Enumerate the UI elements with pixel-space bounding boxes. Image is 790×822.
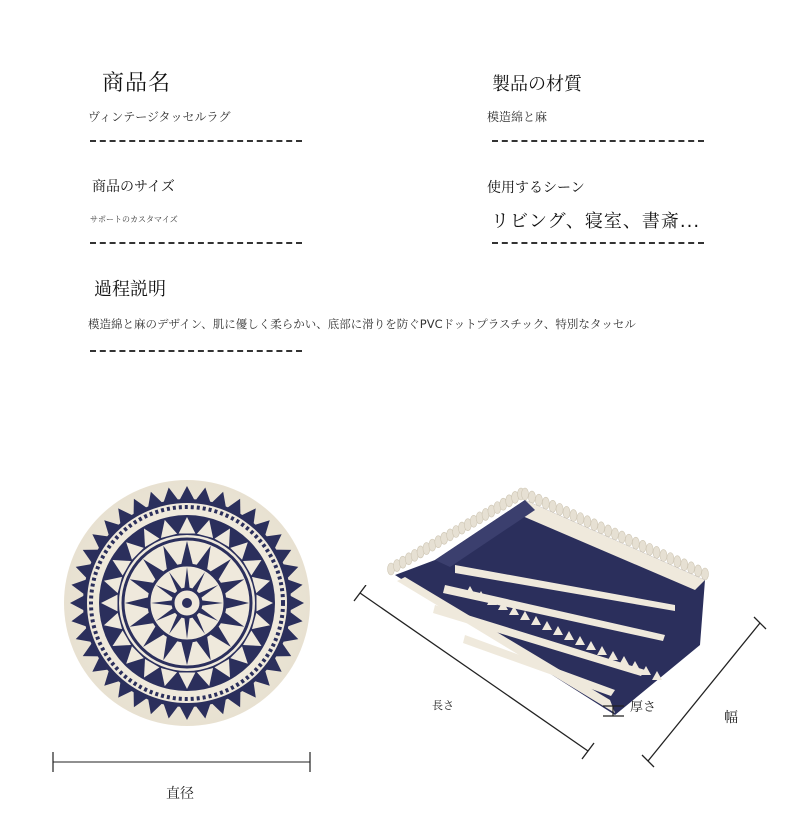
size-title: 商品のサイズ [92, 179, 175, 195]
width-label: 幅 [724, 710, 738, 726]
scene-value: リビング、寝室、書斎... [491, 211, 701, 232]
thickness-label: 厚さ [630, 700, 657, 715]
tassel [563, 506, 570, 518]
tassel [522, 488, 529, 500]
tassel [625, 534, 632, 546]
divider [90, 350, 302, 352]
tassel [681, 559, 688, 571]
diameter-label: 直径 [166, 786, 194, 802]
product-name-title: 商品名 [102, 71, 172, 96]
tassel [591, 519, 598, 531]
tassel [598, 522, 605, 534]
tassel [584, 516, 591, 528]
diameter-dimension-line [50, 750, 315, 774]
tassel [653, 546, 660, 558]
tassel [639, 540, 646, 552]
divider [492, 242, 704, 244]
tassel [674, 556, 681, 568]
scene-title: 使用するシーン [487, 180, 585, 196]
thickness-dimension-line [600, 700, 628, 722]
tassel [695, 565, 702, 577]
tassel [612, 528, 619, 540]
tassel [646, 543, 653, 555]
tassel [542, 497, 549, 509]
material-value: 模造綿と麻 [487, 110, 548, 124]
size-value: サポートのカスタマイズ [90, 215, 178, 224]
tassel [570, 510, 577, 522]
process-title: 過程説明 [94, 279, 166, 300]
tassel [535, 494, 542, 506]
tassel [688, 562, 695, 574]
length-label: 長さ [432, 699, 454, 712]
tassel [618, 531, 625, 543]
process-value: 模造綿と麻のデザイン、肌に優しく柔らかい、底部に滑りを防ぐPVCドットプラスチック、特別なタッセル [88, 317, 636, 331]
round-rug-image [62, 478, 312, 728]
tassel [549, 500, 556, 512]
tassel [605, 525, 612, 537]
divider [90, 242, 302, 244]
tassel [556, 503, 563, 515]
divider [492, 140, 704, 142]
tassel [528, 491, 535, 503]
length-dimension-line [352, 585, 597, 760]
tassel [632, 537, 639, 549]
tassel [577, 513, 584, 525]
product-name-value: ヴィンテージタッセルラグ [88, 110, 231, 124]
tassel [667, 553, 674, 565]
material-title: 製品の材質 [492, 74, 582, 95]
tassel [702, 568, 709, 580]
divider [90, 140, 302, 142]
tassel [660, 550, 667, 562]
width-dimension-line [638, 615, 770, 770]
